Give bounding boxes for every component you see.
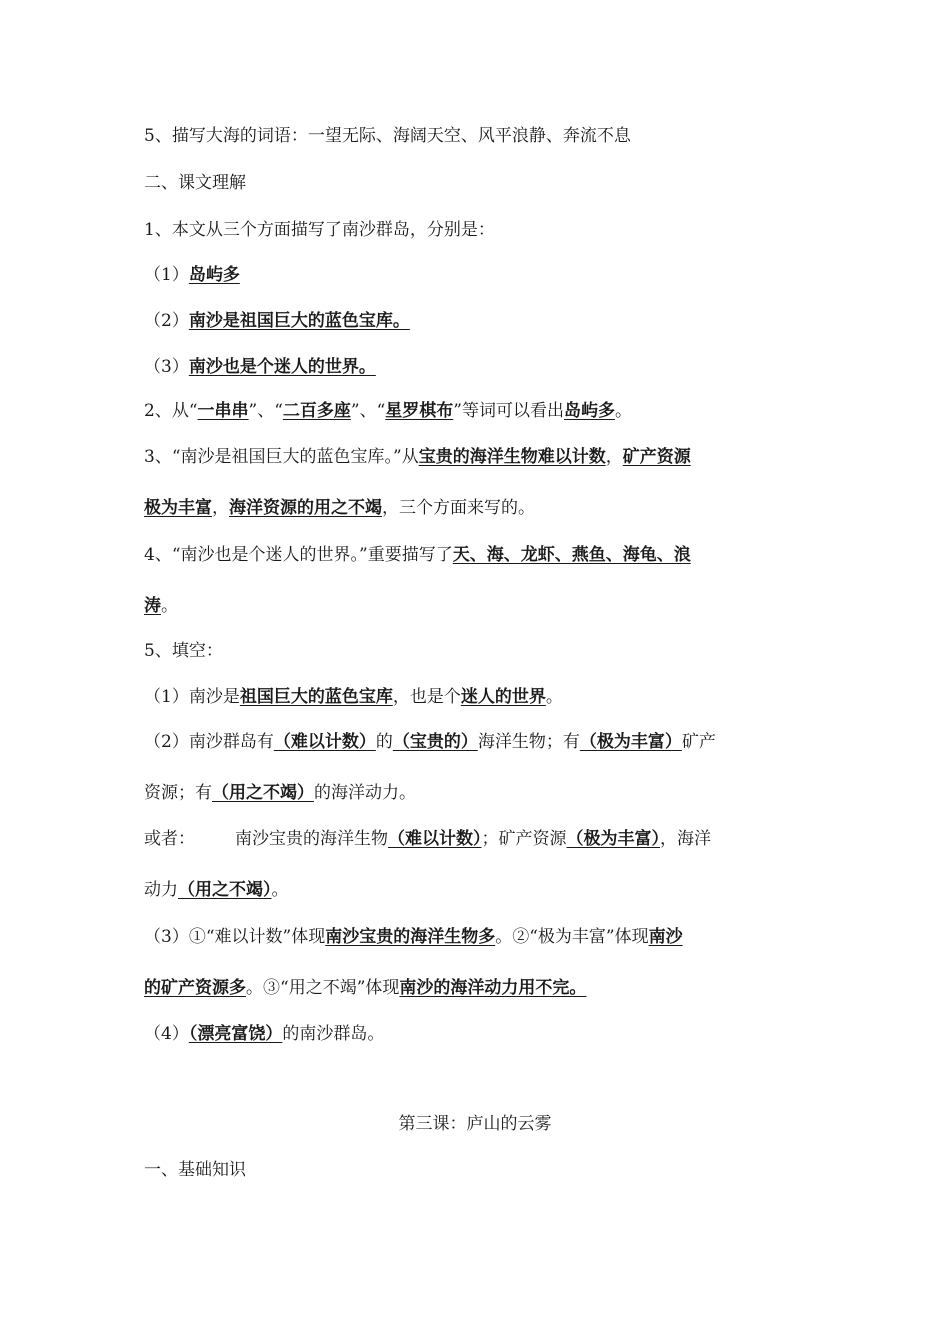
- text-run: 一、基础知识: [144, 1160, 246, 1180]
- answer-blank: （漂亮富饶）: [188, 1024, 283, 1044]
- text-run: ，: [212, 498, 229, 518]
- answer-blank: 涛: [144, 596, 161, 616]
- answer-blank: （难以计数）: [388, 829, 482, 849]
- answer-line: [144, 1022, 808, 1046]
- answer-line: [144, 309, 808, 333]
- answer-blank: 宝贵的海洋生物难以计数: [418, 447, 606, 467]
- answer-blank: 祖国巨大的蓝色宝库: [239, 687, 393, 707]
- text-run: 。: [545, 687, 563, 707]
- text-run: 。②“极为丰富”体现: [495, 927, 649, 947]
- text-run: 1、本文从三个方面描写了南沙群岛，分别是：: [144, 220, 495, 240]
- answer-line: [144, 263, 808, 287]
- question-line: [144, 543, 808, 567]
- question-line: [144, 639, 808, 663]
- answer-blank: 二百多座: [282, 401, 351, 421]
- lesson-title: [0, 1112, 950, 1136]
- text-run: ”等词可以看出: [453, 401, 564, 421]
- answer-blank: 一串串: [197, 401, 249, 421]
- text-run: 。: [161, 596, 178, 616]
- text-run: （3）①“难以计数”体现: [144, 927, 326, 947]
- text-run: 南沙宝贵的海洋生物: [235, 829, 388, 849]
- answer-line: [144, 976, 808, 1000]
- answer-line: [144, 925, 808, 949]
- text-run: 矿产: [681, 732, 716, 752]
- text-run: 海洋生物；有: [477, 732, 580, 752]
- answer-blank: 南沙是祖国巨大的蓝色宝库。: [188, 311, 410, 331]
- answer-blank: 星罗棋布: [385, 401, 454, 421]
- answer-blank: 的矿产资源多: [144, 978, 246, 998]
- text-run: 。: [615, 401, 632, 421]
- question-line: [144, 399, 808, 423]
- text-run: ，三个方面来写的。: [382, 498, 535, 518]
- text-run: 的: [375, 732, 393, 752]
- text-run: 第三课：庐山的云雾: [398, 1114, 552, 1134]
- answer-blank: 天、海、龙虾、燕鱼、海龟、浪: [452, 545, 691, 565]
- answer-blank: （宝贵的）: [392, 732, 478, 752]
- text-run: 或者：: [144, 829, 195, 849]
- answer-blank: （用之不竭）: [212, 783, 314, 803]
- answer-blank: （用之不竭）: [178, 880, 272, 900]
- answer-blank: 海洋资源的用之不竭: [229, 498, 382, 518]
- text-run: （4）: [144, 1024, 189, 1044]
- answer-blank: （极为丰富）: [566, 829, 660, 849]
- answer-blank: 南沙宝贵的海洋生物多: [325, 927, 496, 947]
- text-run: （2）: [144, 311, 189, 331]
- answer-blank: 南沙: [648, 927, 683, 947]
- question-line: [144, 218, 808, 242]
- text-run: 的海洋动力。: [314, 783, 416, 803]
- text-run: 资源；有: [144, 783, 212, 803]
- text-run: ；矿产资源: [481, 829, 567, 849]
- answer-line: [144, 685, 808, 709]
- answer-line: [144, 827, 808, 851]
- text-run: 2、从“: [144, 401, 198, 421]
- text-run: 。: [271, 880, 289, 900]
- text-run: （1）: [144, 265, 189, 285]
- text-run: 5、描写大海的词语：一望无际、海阔天空、风平浪静、奔流不息: [144, 126, 631, 146]
- text-run: 5、填空：: [144, 641, 223, 661]
- answer-line: [144, 878, 808, 902]
- question-line: [144, 496, 808, 520]
- answer-blank: 岛屿多: [188, 265, 240, 285]
- answer-line: [144, 355, 808, 379]
- text-run: 的南沙群岛。: [282, 1024, 385, 1044]
- answer-blank: （极为丰富）: [579, 732, 682, 752]
- vocab-line: [144, 124, 808, 148]
- answer-blank: 极为丰富: [144, 498, 212, 518]
- section-heading: [144, 171, 808, 195]
- answer-blank: 南沙的海洋动力用不完。: [399, 978, 587, 998]
- text-run: 动力: [144, 880, 178, 900]
- text-run: ”、“: [350, 401, 386, 421]
- text-run: 二、课文理解: [144, 173, 246, 193]
- question-line: [144, 445, 808, 469]
- text-run: 4、“南沙也是个迷人的世界。”重要描写了: [144, 545, 453, 565]
- answer-blank: 矿产资源: [622, 447, 691, 467]
- text-run: 3、“南沙是祖国巨大的蓝色宝库。”从: [144, 447, 419, 467]
- question-line: [144, 594, 808, 618]
- answer-blank: 岛屿多: [564, 401, 615, 421]
- text-run: （3）: [144, 357, 189, 377]
- answer-line: [144, 730, 808, 754]
- answer-blank: 迷人的世界: [460, 687, 546, 707]
- text-run: 。③“用之不竭”体现: [246, 978, 400, 998]
- section-heading: [144, 1158, 808, 1182]
- answer-line: [144, 781, 808, 805]
- answer-blank: （难以计数）: [273, 732, 376, 752]
- text-run: ，海洋: [660, 829, 711, 849]
- text-run: （2）南沙群岛有: [144, 732, 274, 752]
- answer-blank: 南沙也是个迷人的世界。: [188, 357, 376, 377]
- text-run: ，也是个: [392, 687, 461, 707]
- text-run: ，: [605, 447, 623, 467]
- text-run: （1）南沙是: [144, 687, 240, 707]
- text-run: ”、“: [248, 401, 283, 421]
